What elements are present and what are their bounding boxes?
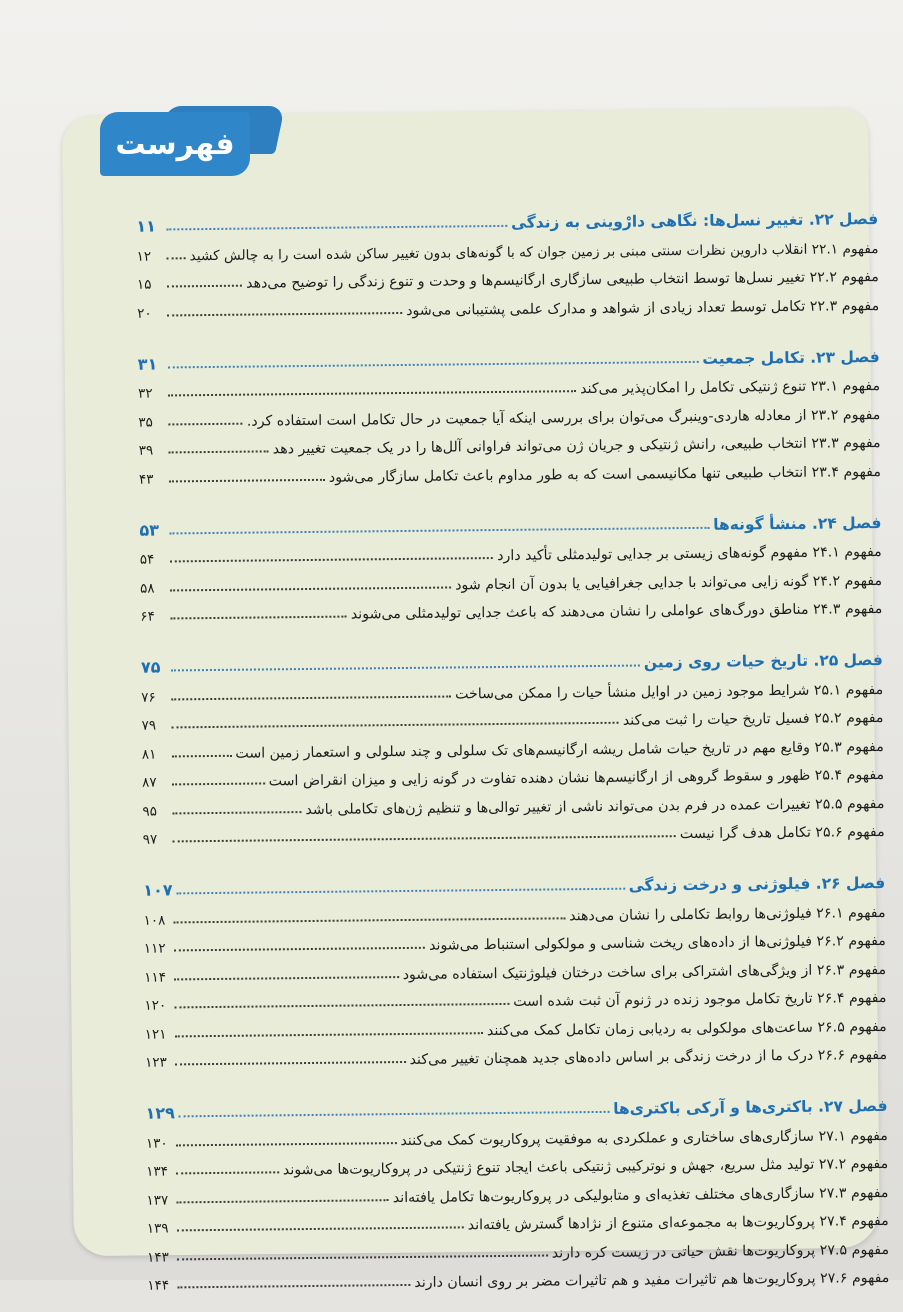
dot-leader bbox=[171, 665, 640, 672]
chapter-section-6 bbox=[145, 1081, 889, 1294]
entry-title: مفهوم ۲۵.۶ تکامل هدف گرا نیست bbox=[679, 823, 885, 843]
entry-page-number: ۴۳ bbox=[138, 471, 154, 488]
chapter-title: فصل ۲۵. تاریخ حیات روی زمین bbox=[643, 650, 883, 672]
dot-leader bbox=[170, 616, 346, 620]
entry-title: مفهوم ۲۴.۳ مناطق دورگ‌های عواملی را نشان می‌دهند که باعث جدایی تولیدمثلی می‌شوند bbox=[350, 600, 883, 623]
entry-page-number: ۸۷ bbox=[142, 774, 157, 791]
entry-list bbox=[143, 892, 887, 1071]
entry-title: مفهوم ۲۴.۲ گونه زایی می‌تواند با جدایی جغرافیایی یا بدون آن انجام شود bbox=[455, 572, 883, 593]
chapter-title: فصل ۲۳. تکامل جمعیت bbox=[702, 347, 880, 368]
entry-page-number: ۱۱۴ bbox=[144, 969, 167, 986]
entry-page-number: ۱۳۴ bbox=[146, 1163, 169, 1180]
dot-leader bbox=[177, 1226, 464, 1231]
chapter-section-3 bbox=[139, 497, 882, 624]
chapter-title: فصل ۲۴. منشأ گونه‌ها bbox=[713, 513, 882, 534]
dot-leader bbox=[174, 976, 399, 980]
chapter-section-4 bbox=[141, 635, 885, 848]
dot-leader bbox=[172, 722, 619, 729]
entry-page-number: ۱۳۹ bbox=[146, 1220, 169, 1237]
entry-list bbox=[140, 531, 883, 624]
entry-title: مفهوم ۲۵.۴ ظهور و سقوط گروهی از ارگانیسم‌ها نشان دهنده تفاوت در گونه زایی و میزان انقراض است bbox=[268, 766, 885, 790]
dot-leader bbox=[179, 1111, 609, 1118]
entry-page-number: ۱۰۸ bbox=[143, 912, 166, 929]
dot-leader bbox=[167, 285, 242, 288]
dot-leader bbox=[173, 835, 676, 842]
chapter-page-number: ۱۲۹ bbox=[145, 1103, 175, 1123]
entry-page-number: ۹۵ bbox=[142, 803, 158, 820]
entry-list bbox=[146, 1115, 890, 1294]
table-of-contents bbox=[136, 194, 890, 1312]
dot-leader bbox=[174, 1003, 509, 1009]
dot-leader bbox=[170, 586, 451, 591]
entry-page-number: ۱۲۳ bbox=[144, 1054, 167, 1071]
entry-title: مفهوم ۲۷.۲ تولید مثل سریع، جهش و نوترکیبی ژنتیکی باعث ایجاد تنوع ژنتیکی در پروکاریوت‌ها می‌شوند bbox=[282, 1155, 889, 1179]
dot-leader bbox=[169, 478, 325, 482]
entry-page-number: ۱۲۱ bbox=[144, 1025, 167, 1043]
title-tab bbox=[100, 112, 250, 176]
dot-leader bbox=[168, 360, 699, 368]
entry-page-number: ۶۴ bbox=[140, 608, 155, 625]
dot-leader bbox=[175, 1032, 483, 1037]
entry-list bbox=[141, 669, 885, 848]
chapter-section-5 bbox=[143, 858, 887, 1071]
entry-list bbox=[138, 365, 881, 487]
entry-page-number: ۳۹ bbox=[138, 442, 154, 459]
dot-leader bbox=[176, 1171, 279, 1174]
entry-page-number: ۸۱ bbox=[141, 746, 157, 763]
entry-title: مفهوم ۲۳.۲ از معادله هاردی-وینبرگ می‌توان برای بررسی اینکه آیا جمعیت در حال تکامل است استفاده کرد. bbox=[246, 406, 881, 430]
entry-title: مفهوم ۲۷.۱ سازگاری‌های ساختاری و عملکردی به موفقیت پروکاریوت کمک می‌کنند bbox=[400, 1127, 888, 1149]
entry-page-number: ۲۰ bbox=[137, 305, 152, 322]
entry-title: مفهوم ۲۵.۳ وقایع مهم در تاریخ حیات شامل ریشه ارگانیسم‌های تک سلولی و چند سلولی و استعمار زمین است bbox=[235, 738, 884, 762]
chapter-page-number: ۳۱ bbox=[137, 354, 158, 374]
dot-leader bbox=[167, 311, 402, 315]
dot-leader bbox=[177, 1199, 389, 1203]
entry-title: مفهوم ۲۵.۲ فسیل تاریخ حیات را ثبت می‌کند bbox=[622, 709, 884, 729]
entry-page-number: ۷۹ bbox=[141, 717, 157, 734]
dot-leader bbox=[177, 888, 625, 895]
dot-leader bbox=[174, 947, 425, 952]
entry-title: مفهوم ۲۳.۴ انتخاب طبیعی تنها مکانیسمی است که به طور مداوم باعث تکامل سازگار می‌شود bbox=[328, 463, 881, 486]
dot-leader bbox=[170, 557, 493, 562]
dot-leader bbox=[172, 782, 265, 785]
entry-title: مفهوم ۲۳.۱ تنوع ژنتیکی تکامل را امکان‌پذیر می‌کند bbox=[580, 377, 881, 398]
page-title: فهرست bbox=[100, 112, 250, 176]
dot-leader bbox=[172, 754, 232, 757]
entry-page-number: ۳۲ bbox=[137, 385, 153, 402]
entry-page-number: ۱۳۷ bbox=[146, 1191, 169, 1209]
chapter-section-2 bbox=[137, 331, 881, 487]
entry-title: مفهوم ۲۲.۳ تکامل توسط تعداد زیادی از شواهد و مدارک علمی پشتیبانی می‌شود bbox=[406, 297, 880, 319]
entry-page-number: ۱۳۰ bbox=[145, 1134, 168, 1152]
entry-page-number: ۳۵ bbox=[138, 414, 153, 431]
entry-title: مفهوم ۲۶.۱ فیلوژنی‌ها روابط تکاملی را نشان می‌دهند bbox=[569, 904, 886, 924]
dot-leader bbox=[167, 257, 186, 259]
dot-leader bbox=[171, 695, 451, 700]
entry-page-number: ۱۴۴ bbox=[147, 1277, 170, 1294]
chapter-title: فصل ۲۲. تغییر نسل‌ها: نگاهی دارْوینی به زندگی bbox=[510, 209, 879, 232]
entry-title: مفهوم ۲۶.۵ ساعت‌های مولکولی به ردیابی زمان تکامل کمک می‌کنند bbox=[486, 1018, 887, 1039]
entry-page-number: ۵۴ bbox=[139, 551, 155, 568]
chapter-page-number: ۵۳ bbox=[139, 520, 160, 540]
dot-leader bbox=[176, 1142, 397, 1146]
chapter-title: فصل ۲۶. فیلوژنی و درخت زندگی bbox=[628, 873, 886, 895]
entry-page-number: ۵۸ bbox=[140, 580, 155, 597]
dot-leader bbox=[166, 225, 507, 231]
entry-title: مفهوم ۲۵.۱ شرایط موجود زمین در اوایل منشأ حیات را ممکن می‌ساخت bbox=[454, 681, 884, 702]
dot-leader bbox=[168, 422, 243, 425]
chapter-title: فصل ۲۷. باکتری‌ها و آرکی باکتری‌ها bbox=[613, 1096, 888, 1118]
entry-title: مفهوم ۲۴.۱ مفهوم گونه‌های زیستی بر جدایی تولیدمثلی تأکید دارد bbox=[497, 543, 882, 565]
entry-page-number: ۷۶ bbox=[141, 689, 156, 706]
dot-leader bbox=[177, 1254, 548, 1260]
dot-leader bbox=[177, 1284, 410, 1288]
entry-title: مفهوم ۲۲.۱ انقلاب داروین نظرات سنتی مبنی بر زمین جوان که با گونه‌های بدون تغییر ساکن شده است را به چالش کشید bbox=[189, 240, 879, 264]
entry-page-number: ۱۵ bbox=[136, 276, 152, 293]
entry-page-number: ۱۴۳ bbox=[147, 1248, 169, 1266]
entry-title: مفهوم ۲۶.۳ از ویژگی‌های اشتراکی برای ساخت درختان فیلوژنتیک استفاده می‌شود bbox=[402, 961, 887, 983]
entry-title: مفهوم ۲۶.۴ تاریخ تکامل موجود زنده در ژنوم آن ثبت شده است bbox=[513, 989, 887, 1010]
entry-page-number: ۱۱۲ bbox=[143, 940, 166, 957]
entry-title: مفهوم ۲۶.۶ درک ما از درخت زندگی بر اساس داده‌های جدید همچنان تغییر می‌کند bbox=[409, 1046, 888, 1068]
entry-title: مفهوم ۲۶.۲ فیلوژنی‌ها از داده‌های ریخت شناسی و مولکولی استنباط می‌شوند bbox=[428, 932, 886, 954]
dot-leader bbox=[174, 917, 566, 923]
entry-page-number: ۱۲ bbox=[136, 248, 152, 265]
chapter-page-number: ۱۱ bbox=[136, 216, 156, 236]
chapter-page-number: ۷۵ bbox=[140, 657, 161, 677]
dot-leader bbox=[169, 450, 269, 453]
entry-page-number: ۹۷ bbox=[142, 831, 158, 848]
dot-leader bbox=[175, 1061, 406, 1065]
entry-title: مفهوم ۲۳.۳ انتخاب طبیعی، رانش ژنتیکی و جریان ژن می‌تواند فراوانی آلل‌ها را در یک جمعیت تغییر دهد bbox=[272, 434, 881, 458]
chapter-section-1 bbox=[136, 194, 879, 321]
entry-title: مفهوم ۲۷.۳ سازگاری‌های مختلف تغذیه‌ای و متابولیکی در پروکاریوت‌ها تکامل یافته‌اند bbox=[392, 1184, 889, 1206]
entry-title: مفهوم ۲۷.۶ پروکاریوت‌ها هم تاثیرات مفید و هم تاثیرات مضر بر روی انسان دارند bbox=[414, 1269, 890, 1291]
entry-title: مفهوم ۲۷.۴ پروکاریوت‌ها به مجموعه‌ای متنوع از نژادها گسترش یافته‌اند bbox=[467, 1212, 889, 1234]
dot-leader bbox=[172, 811, 301, 814]
dot-leader bbox=[169, 526, 709, 534]
entry-title: مفهوم ۲۲.۲ تغییر نسل‌ها توسط انتخاب طبیعی سازگاری ارگانیسم‌ها و وحدت و تنوع زندگی را توضیح می‌دهد bbox=[246, 268, 879, 292]
entry-list bbox=[136, 228, 879, 321]
entry-page-number: ۱۲۰ bbox=[144, 997, 167, 1014]
entry-title: مفهوم ۲۵.۵ تغییرات عمده در فرم بدن می‌تواند ناشی از تغییر توالی‌ها و تنظیم ژن‌های تکاملی باشد bbox=[305, 795, 885, 818]
entry-title: مفهوم ۲۷.۵ پروکاریوت‌ها نقش حیاتی در زیست کره دارند bbox=[551, 1241, 890, 1261]
dot-leader bbox=[168, 390, 576, 396]
chapter-page-number: ۱۰۷ bbox=[143, 880, 173, 900]
